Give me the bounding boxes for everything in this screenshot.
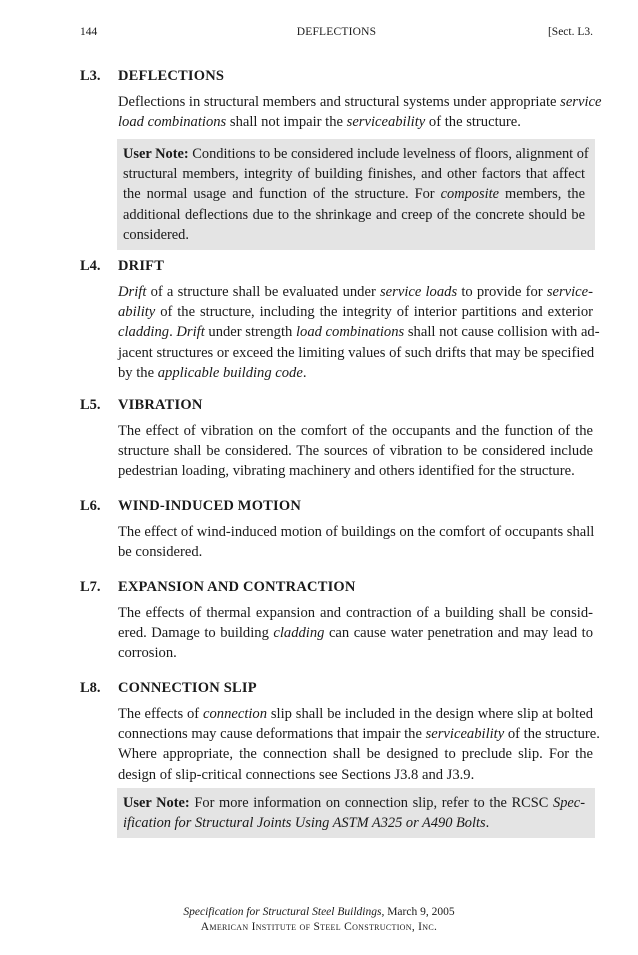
section-heading bbox=[80, 678, 593, 698]
section-heading bbox=[80, 66, 593, 86]
text-run: The effects of bbox=[118, 706, 203, 722]
text-run: The effect of wind-induced motion of buildings on the comfort of occupants shall bbox=[118, 524, 595, 540]
footer-spec-title: Specification for Structural Steel Buildings, bbox=[183, 906, 385, 918]
text-line bbox=[123, 793, 585, 813]
section-body bbox=[118, 522, 593, 562]
footer-publisher: American Institute of Steel Construction, Inc. bbox=[200, 921, 438, 933]
text-run: Deflections in structural members and structural systems under appropriate bbox=[118, 94, 561, 110]
text-line bbox=[118, 363, 593, 383]
section-heading bbox=[80, 496, 593, 516]
text-run: can cause water penetration and may lead to bbox=[324, 625, 593, 642]
section-title: WIND-INDUCED MOTION bbox=[118, 498, 302, 514]
italic-term: service bbox=[560, 94, 602, 110]
text-run: of the structure. bbox=[504, 726, 600, 743]
italic-term: load combinations bbox=[295, 324, 405, 341]
text-run: Where appropriate, the connection shall be designed to preclude slip. For the bbox=[118, 746, 593, 763]
text-run: shall not cause collision with ad- bbox=[404, 324, 600, 341]
text-line bbox=[118, 643, 593, 663]
text-run: be considered. bbox=[118, 544, 203, 561]
text-line bbox=[123, 144, 589, 164]
text-line bbox=[118, 603, 593, 623]
text-run: structure shall be considered. The sources of vibration to be considered include bbox=[118, 443, 593, 460]
text-run: slip shall be included in the design where slip at bolted bbox=[267, 706, 593, 722]
section-reference: [Sect. L3. bbox=[547, 26, 593, 38]
text-line bbox=[118, 92, 602, 112]
section-heading bbox=[80, 577, 593, 597]
italic-term: connection bbox=[203, 706, 268, 722]
section-l6 bbox=[80, 496, 593, 562]
running-title: DEFLECTIONS bbox=[296, 26, 377, 38]
text-line bbox=[118, 322, 600, 342]
user-note-connection-slip bbox=[117, 788, 595, 838]
text-line bbox=[118, 724, 600, 744]
section-body bbox=[118, 704, 600, 785]
italic-term: applicable building code bbox=[157, 364, 303, 381]
text-run: considered. bbox=[123, 226, 189, 243]
text-run: by the bbox=[118, 364, 158, 381]
text-line bbox=[118, 343, 593, 363]
text-line bbox=[118, 112, 593, 132]
text-run: to provide for bbox=[457, 284, 547, 300]
text-run: shall not impair the bbox=[226, 114, 347, 131]
text-line bbox=[118, 542, 593, 562]
text-run: Conditions to be considered include levelness of floors, alignment of bbox=[188, 146, 589, 162]
section-l3 bbox=[80, 66, 602, 132]
text-run: design of slip-critical connections see Sections J3.8 and J3.9. bbox=[118, 766, 475, 783]
italic-term: cladding bbox=[273, 625, 325, 642]
section-body bbox=[118, 282, 600, 383]
text-run: members, the bbox=[499, 186, 585, 203]
section-l5 bbox=[80, 395, 593, 482]
section-l4 bbox=[80, 256, 600, 383]
text-line bbox=[118, 765, 593, 785]
text-run: The effect of vibration on the comfort of the occupants and the function of the bbox=[118, 423, 593, 439]
page-footer bbox=[0, 905, 638, 935]
text-run: corrosion. bbox=[118, 645, 177, 662]
section-number: L6. bbox=[80, 498, 101, 514]
section-number: L5. bbox=[80, 397, 101, 413]
section-title: DRIFT bbox=[118, 258, 165, 274]
text-run: of the structure, including the integrity of interior partitions and exterior bbox=[155, 304, 593, 321]
text-run: The effects of thermal expansion and contraction of a building shall be consid- bbox=[118, 605, 593, 621]
italic-term: Drift bbox=[176, 324, 205, 341]
italic-term: load combinations bbox=[118, 114, 227, 131]
section-heading bbox=[80, 256, 593, 276]
section-body bbox=[118, 92, 602, 132]
bold-run: User Note: bbox=[123, 146, 189, 162]
section-l8 bbox=[80, 678, 600, 785]
italic-term: serviceability bbox=[425, 726, 505, 743]
text-line bbox=[118, 623, 593, 643]
footer-date: March 9, 2005 bbox=[384, 906, 455, 918]
italic-term: service- bbox=[546, 284, 593, 300]
text-line bbox=[123, 164, 585, 184]
italic-term: serviceability bbox=[346, 114, 426, 131]
italic-term: Spec- bbox=[553, 795, 585, 811]
text-run: For more information on connection slip, refer to the RCSC bbox=[189, 795, 554, 811]
text-line bbox=[118, 302, 593, 322]
text-line bbox=[118, 421, 593, 441]
text-run: of the structure. bbox=[425, 114, 521, 131]
section-number: L3. bbox=[80, 68, 101, 84]
page-number: 144 bbox=[80, 26, 98, 38]
section-heading bbox=[80, 395, 593, 415]
text-run: of a structure shall be evaluated under bbox=[146, 284, 380, 300]
text-line bbox=[118, 282, 593, 302]
section-title: CONNECTION SLIP bbox=[118, 680, 257, 696]
text-line bbox=[118, 461, 593, 481]
text-line bbox=[118, 441, 593, 461]
italic-term: Drift bbox=[118, 284, 147, 300]
italic-term: cladding bbox=[118, 324, 170, 341]
italic-term: service loads bbox=[380, 284, 458, 300]
running-head bbox=[80, 24, 593, 40]
italic-term: ability bbox=[118, 304, 156, 321]
text-line bbox=[123, 813, 585, 833]
footer-spec-line bbox=[0, 905, 638, 920]
section-l7 bbox=[80, 577, 593, 664]
text-run: connections may cause deformations that impair the bbox=[118, 726, 426, 743]
text-run: under strength bbox=[204, 324, 296, 341]
section-number: L7. bbox=[80, 579, 101, 595]
section-body bbox=[118, 603, 593, 664]
user-note-deflections bbox=[117, 139, 595, 250]
section-number: L4. bbox=[80, 258, 101, 274]
text-run: jacent structures or exceed the limiting values of such drifts that may be specified bbox=[118, 344, 595, 361]
text-run: additional deflections due to the shrinkage and creep of the concrete should be bbox=[123, 206, 585, 223]
section-title: EXPANSION AND CONTRACTION bbox=[118, 579, 356, 595]
section-number: L8. bbox=[80, 680, 101, 696]
section-body bbox=[118, 421, 593, 482]
section-title: VIBRATION bbox=[118, 397, 203, 413]
text-run: structural members, integrity of building finishes, and other factors that affect bbox=[123, 166, 585, 183]
text-run: ered. Damage to building bbox=[118, 625, 274, 642]
text-run: the normal usage and function of the structure. For bbox=[123, 186, 441, 203]
italic-term: composite bbox=[440, 186, 499, 203]
bold-run: User Note: bbox=[123, 795, 190, 811]
text-line bbox=[123, 205, 585, 225]
text-line bbox=[118, 704, 593, 724]
text-run: pedestrian loading, vibrating machinery and others identified for the structure. bbox=[118, 463, 575, 480]
text-line bbox=[123, 184, 585, 204]
text-line bbox=[118, 744, 593, 764]
text-line bbox=[118, 522, 593, 542]
section-title: DEFLECTIONS bbox=[118, 68, 225, 84]
text-run: . bbox=[169, 324, 177, 341]
text-run: . bbox=[485, 815, 490, 832]
text-run: . bbox=[302, 364, 307, 381]
text-line bbox=[123, 225, 585, 245]
italic-term: ification for Structural Joints Using ASTM A325 or A490 Bolts bbox=[123, 815, 486, 832]
